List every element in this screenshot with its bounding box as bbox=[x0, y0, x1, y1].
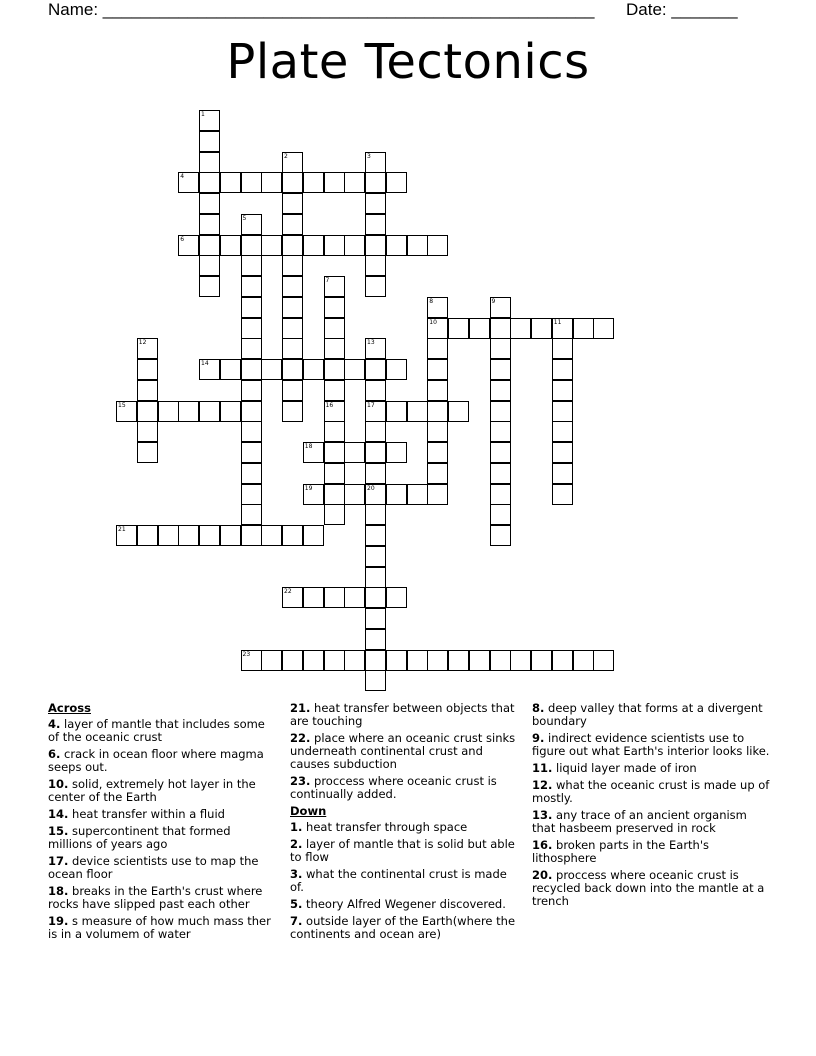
grid-cell[interactable] bbox=[365, 650, 386, 671]
clue-across-4: 4. layer of mantle that includes some of the oceanic crust bbox=[48, 717, 265, 744]
grid-cell[interactable] bbox=[324, 504, 345, 525]
grid-cell[interactable] bbox=[220, 401, 241, 422]
clue-number: 12 bbox=[138, 339, 147, 347]
grid-cell[interactable] bbox=[324, 172, 345, 193]
clue-across-22: 22. place where an oceanic crust sinks underneath continental crust and causes subduction bbox=[290, 731, 516, 771]
clue-across-21: 21. heat transfer between objects that are touching bbox=[290, 701, 515, 728]
grid-cell[interactable] bbox=[552, 463, 573, 484]
grid-cell[interactable] bbox=[344, 442, 365, 463]
clue-across-19: 19. s measure of how much mass ther is in a volumem of water bbox=[48, 914, 271, 941]
grid-cell[interactable] bbox=[365, 193, 386, 214]
grid-cell[interactable] bbox=[427, 463, 448, 484]
grid-cell[interactable] bbox=[365, 608, 386, 629]
grid-cell[interactable] bbox=[241, 276, 262, 297]
grid-cell[interactable] bbox=[324, 380, 345, 401]
grid-cell[interactable] bbox=[282, 297, 303, 318]
grid-cell[interactable] bbox=[344, 587, 365, 608]
clues-column-3 bbox=[532, 702, 772, 912]
clue-number: 1 bbox=[201, 111, 205, 118]
grid-cell[interactable] bbox=[303, 172, 324, 193]
grid-cell[interactable] bbox=[365, 235, 386, 256]
grid-cell[interactable] bbox=[282, 255, 303, 276]
grid-cell[interactable] bbox=[199, 235, 220, 256]
grid-cell[interactable] bbox=[407, 235, 428, 256]
grid-cell[interactable] bbox=[490, 484, 511, 505]
grid-cell[interactable] bbox=[552, 401, 573, 422]
grid-cell[interactable] bbox=[365, 421, 386, 442]
grid-cell[interactable] bbox=[490, 318, 511, 339]
clue-down-1: 1. heat transfer through space bbox=[290, 820, 468, 834]
grid-cell[interactable] bbox=[324, 587, 345, 608]
grid-cell[interactable] bbox=[531, 318, 552, 339]
grid-cell[interactable] bbox=[241, 504, 262, 525]
grid-cell[interactable] bbox=[241, 463, 262, 484]
grid-cell[interactable] bbox=[490, 338, 511, 359]
grid-cell[interactable] bbox=[552, 484, 573, 505]
grid-cell[interactable] bbox=[324, 442, 345, 463]
grid-cell[interactable] bbox=[241, 255, 262, 276]
grid-cell[interactable] bbox=[303, 359, 324, 380]
clue-number: 10 bbox=[429, 318, 437, 326]
grid-cell[interactable] bbox=[199, 193, 220, 214]
grid-cell[interactable] bbox=[282, 235, 303, 256]
clue-across-15: 15. supercontinent that formed millions of years ago bbox=[48, 824, 231, 851]
page-title: Plate Tectonics bbox=[226, 34, 590, 90]
grid-cell[interactable] bbox=[137, 380, 158, 401]
grid-cell[interactable] bbox=[261, 359, 282, 380]
clue-number: 3 bbox=[367, 152, 371, 160]
grid-cell[interactable] bbox=[365, 587, 386, 608]
grid-cell[interactable] bbox=[303, 587, 324, 608]
grid-cell[interactable] bbox=[552, 650, 573, 671]
grid-cell[interactable] bbox=[282, 276, 303, 297]
grid-cell[interactable] bbox=[531, 650, 552, 671]
grid-cell[interactable] bbox=[137, 525, 158, 546]
grid-cell[interactable] bbox=[386, 442, 407, 463]
grid-cell[interactable] bbox=[282, 214, 303, 235]
grid-cell[interactable] bbox=[324, 463, 345, 484]
grid-cell[interactable] bbox=[552, 442, 573, 463]
grid-cell[interactable] bbox=[303, 235, 324, 256]
grid-cell[interactable] bbox=[407, 401, 428, 422]
grid-cell[interactable] bbox=[178, 401, 199, 422]
grid-cell[interactable] bbox=[490, 380, 511, 401]
grid-cell[interactable] bbox=[448, 401, 469, 422]
clues-column-1 bbox=[48, 702, 276, 945]
grid-cell[interactable] bbox=[593, 318, 614, 339]
grid-cell[interactable] bbox=[490, 463, 511, 484]
grid-cell[interactable] bbox=[241, 442, 262, 463]
grid-cell[interactable] bbox=[282, 318, 303, 339]
grid-cell[interactable] bbox=[324, 297, 345, 318]
grid-cell[interactable] bbox=[282, 172, 303, 193]
grid-cell[interactable] bbox=[490, 359, 511, 380]
clue-down-13: 13. any trace of an ancient organism that hasbeem preserved in rock bbox=[532, 808, 747, 835]
grid-cell[interactable] bbox=[241, 297, 262, 318]
grid-cell[interactable] bbox=[552, 421, 573, 442]
clue-number: 13 bbox=[367, 339, 375, 347]
grid-cell[interactable] bbox=[324, 318, 345, 339]
grid-cell[interactable] bbox=[137, 359, 158, 380]
grid-cell[interactable] bbox=[241, 421, 262, 442]
grid-cell[interactable] bbox=[199, 525, 220, 546]
grid-cell[interactable] bbox=[490, 401, 511, 422]
clue-number: 16 bbox=[325, 401, 334, 409]
grid-cell[interactable] bbox=[241, 525, 262, 546]
clue-number: 19 bbox=[304, 484, 313, 492]
grid-cell[interactable] bbox=[448, 318, 469, 339]
grid-cell[interactable] bbox=[344, 235, 365, 256]
grid-cell[interactable] bbox=[199, 401, 220, 422]
clue-across-18: 18. breaks in the Earth's crust where rocks have slipped past each other bbox=[48, 884, 263, 911]
grid-cell[interactable] bbox=[324, 484, 345, 505]
clue-number: 5 bbox=[242, 214, 247, 222]
clue-across-6: 6. crack in ocean floor where magma seeps out. bbox=[48, 747, 264, 774]
grid-cell[interactable] bbox=[573, 318, 594, 339]
grid-cell[interactable] bbox=[324, 359, 345, 380]
grid-cell[interactable] bbox=[469, 650, 490, 671]
clue-across-14: 14. heat transfer within a fluid bbox=[48, 807, 225, 821]
grid-cell[interactable] bbox=[386, 359, 407, 380]
grid-cell[interactable] bbox=[324, 338, 345, 359]
grid-cell[interactable] bbox=[427, 401, 448, 422]
clue-number: 15 bbox=[118, 401, 126, 409]
clue-number: 17 bbox=[367, 401, 375, 409]
clue-down-8: 8. deep valley that forms at a divergent boundary bbox=[532, 701, 763, 728]
grid-cell[interactable] bbox=[199, 214, 220, 235]
grid-cell[interactable] bbox=[282, 380, 303, 401]
grid-cell[interactable] bbox=[199, 172, 220, 193]
grid-cell[interactable] bbox=[199, 131, 220, 152]
grid-cell[interactable] bbox=[137, 401, 158, 422]
date-field[interactable]: Date: _______ bbox=[626, 0, 738, 19]
grid-cell[interactable] bbox=[386, 484, 407, 505]
clue-number: 9 bbox=[491, 297, 496, 305]
clue-number: 11 bbox=[553, 318, 562, 326]
grid-cell[interactable] bbox=[282, 650, 303, 671]
grid-cell[interactable] bbox=[386, 401, 407, 422]
grid-cell[interactable] bbox=[220, 359, 241, 380]
grid-cell[interactable] bbox=[241, 484, 262, 505]
grid-cell[interactable] bbox=[241, 401, 262, 422]
grid-cell[interactable] bbox=[490, 442, 511, 463]
grid-cell[interactable] bbox=[407, 650, 428, 671]
grid-cell[interactable] bbox=[365, 214, 386, 235]
grid-cell[interactable] bbox=[241, 338, 262, 359]
grid-cell[interactable] bbox=[199, 276, 220, 297]
clue-down-12: 12. what the oceanic crust is made up of mostly. bbox=[532, 778, 770, 805]
clue-down-16: 16. broken parts in the Earth's lithosphere bbox=[532, 838, 710, 865]
grid-cell[interactable] bbox=[365, 525, 386, 546]
grid-cell[interactable] bbox=[282, 401, 303, 422]
grid-cell[interactable] bbox=[448, 650, 469, 671]
clue-number: 7 bbox=[325, 277, 330, 284]
clue-number: 14 bbox=[201, 360, 209, 367]
grid-cell[interactable] bbox=[303, 525, 324, 546]
grid-cell[interactable] bbox=[241, 172, 262, 193]
clue-number: 21 bbox=[118, 526, 126, 533]
grid-cell[interactable] bbox=[324, 421, 345, 442]
grid-cell[interactable] bbox=[324, 235, 345, 256]
grid-cell[interactable] bbox=[593, 650, 614, 671]
grid-cell[interactable] bbox=[282, 359, 303, 380]
clue-number: 18 bbox=[304, 443, 313, 450]
grid-cell[interactable] bbox=[386, 650, 407, 671]
grid-cell[interactable] bbox=[241, 235, 262, 256]
clue-down-2: 2. layer of mantle that is solid but able to flow bbox=[290, 837, 515, 864]
grid-cell[interactable] bbox=[510, 650, 531, 671]
grid-cell[interactable] bbox=[344, 359, 365, 380]
clue-across-10: 10. solid, extremely hot layer in the center of the Earth bbox=[48, 777, 256, 804]
clue-down-3: 3. what the continental crust is made of. bbox=[290, 867, 507, 894]
clue-number: 4 bbox=[180, 173, 185, 181]
grid-cell[interactable] bbox=[427, 421, 448, 442]
grid-cell[interactable] bbox=[365, 629, 386, 650]
grid-cell[interactable] bbox=[261, 235, 282, 256]
grid-cell[interactable] bbox=[241, 359, 262, 380]
grid-cell[interactable] bbox=[220, 235, 241, 256]
grid-cell[interactable] bbox=[490, 650, 511, 671]
grid-cell[interactable] bbox=[427, 380, 448, 401]
grid-cell[interactable] bbox=[552, 359, 573, 380]
grid-cell[interactable] bbox=[344, 172, 365, 193]
grid-cell[interactable] bbox=[220, 172, 241, 193]
grid-cell[interactable] bbox=[324, 650, 345, 671]
grid-cell[interactable] bbox=[386, 172, 407, 193]
down-heading: Down bbox=[290, 804, 327, 818]
grid-cell[interactable] bbox=[365, 380, 386, 401]
clue-number: 22 bbox=[284, 588, 292, 596]
grid-cell[interactable] bbox=[158, 525, 179, 546]
grid-cell[interactable] bbox=[365, 276, 386, 297]
grid-cell[interactable] bbox=[344, 484, 365, 505]
grid-cell[interactable] bbox=[261, 172, 282, 193]
grid-cell[interactable] bbox=[365, 504, 386, 525]
grid-cell[interactable] bbox=[365, 172, 386, 193]
grid-cell[interactable] bbox=[490, 525, 511, 546]
grid-cell[interactable] bbox=[137, 421, 158, 442]
grid-cell[interactable] bbox=[261, 525, 282, 546]
grid-cell[interactable] bbox=[178, 525, 199, 546]
grid-cell[interactable] bbox=[137, 442, 158, 463]
grid-cell[interactable] bbox=[241, 380, 262, 401]
grid-cell[interactable] bbox=[552, 338, 573, 359]
grid-cell[interactable] bbox=[365, 670, 386, 691]
grid-cell[interactable] bbox=[282, 525, 303, 546]
grid-cell[interactable] bbox=[427, 235, 448, 256]
across-heading: Across bbox=[48, 701, 91, 715]
grid-cell[interactable] bbox=[365, 463, 386, 484]
grid-cell[interactable] bbox=[427, 359, 448, 380]
grid-cell[interactable] bbox=[344, 650, 365, 671]
clue-number: 2 bbox=[284, 152, 288, 160]
clue-number: 23 bbox=[242, 650, 251, 658]
grid-cell[interactable] bbox=[427, 484, 448, 505]
clue-number: 20 bbox=[367, 484, 375, 492]
grid-cell[interactable] bbox=[241, 318, 262, 339]
grid-cell[interactable] bbox=[490, 421, 511, 442]
grid-cell[interactable] bbox=[427, 338, 448, 359]
clue-across-23: 23. proccess where oceanic crust is continually added. bbox=[290, 774, 497, 801]
clue-down-9: 9. indirect evidence scientists use to figure out what Earth's interior looks like. bbox=[532, 731, 770, 758]
clue-down-5: 5. theory Alfred Wegener discovered. bbox=[290, 897, 506, 911]
grid-cell[interactable] bbox=[365, 255, 386, 276]
grid-cell[interactable] bbox=[427, 650, 448, 671]
grid-cell[interactable] bbox=[158, 401, 179, 422]
grid-cell[interactable] bbox=[469, 318, 490, 339]
grid-cell[interactable] bbox=[552, 380, 573, 401]
grid-cell[interactable] bbox=[510, 318, 531, 339]
grid-cell[interactable] bbox=[407, 484, 428, 505]
grid-cell[interactable] bbox=[386, 587, 407, 608]
clue-across-17: 17. device scientists use to map the ocean floor bbox=[48, 854, 259, 881]
grid-cell[interactable] bbox=[427, 442, 448, 463]
clue-number: 8 bbox=[429, 297, 434, 305]
grid-cell[interactable] bbox=[261, 650, 282, 671]
grid-cell[interactable] bbox=[386, 235, 407, 256]
grid-cell[interactable] bbox=[365, 359, 386, 380]
clue-down-7: 7. outside layer of the Earth(where the continents and ocean are) bbox=[290, 914, 516, 941]
grid-cell[interactable] bbox=[365, 442, 386, 463]
grid-cell[interactable] bbox=[220, 525, 241, 546]
grid-cell[interactable] bbox=[282, 193, 303, 214]
grid-cell[interactable] bbox=[199, 255, 220, 276]
clue-down-20: 20. proccess where oceanic crust is recycled back down into the mantle at a trench bbox=[532, 868, 765, 908]
grid-cell[interactable] bbox=[303, 650, 324, 671]
grid-cell[interactable] bbox=[573, 650, 594, 671]
clue-down-11: 11. liquid layer made of iron bbox=[532, 761, 697, 775]
clue-number: 6 bbox=[180, 235, 185, 243]
grid-cell[interactable] bbox=[199, 152, 220, 173]
grid-cell[interactable] bbox=[282, 338, 303, 359]
name-field[interactable]: Name: ____________________________________________________ bbox=[48, 0, 595, 19]
grid-cell[interactable] bbox=[365, 546, 386, 567]
grid-cell[interactable] bbox=[365, 567, 386, 588]
clues-column-2 bbox=[290, 702, 522, 945]
grid-cell[interactable] bbox=[490, 504, 511, 525]
